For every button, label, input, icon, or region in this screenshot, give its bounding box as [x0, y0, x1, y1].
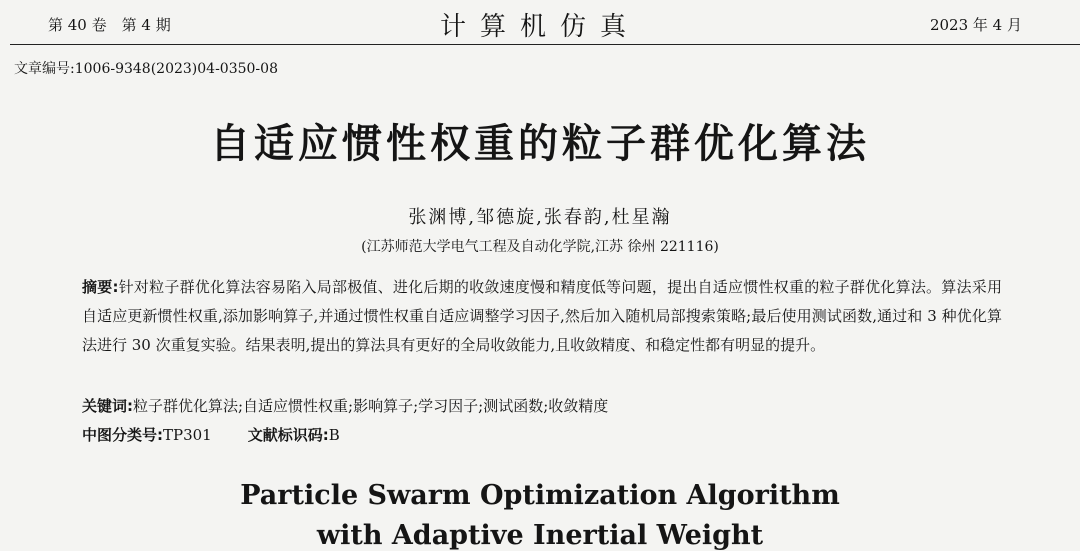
- abstract-text: 针对粒子群优化算法容易陷入局部极值、进化后期的收敛速度慢和精度低等问题，提出自适应惯性权重的粒子群优化算法。算法采用自适应更新惯性权重,添加影响算子,并通过惯性权重自适应调整学习因子,然后加入随机局部搜索策略;最后使用测试函数,通过和 3 种优化算法进行 30 次重复实验。结果表明,提出的算法具有更好的全局收敛能力,且收敛精度、和稳定性都有明显的提升。: [82, 278, 1002, 354]
- header-rule: [10, 44, 1080, 45]
- paper-title: 自适应惯性权重的粒子群优化算法: [210, 121, 870, 167]
- abstract-label: 摘要:: [82, 278, 119, 296]
- english-title-line2: with Adaptive Inertial Weight: [316, 520, 764, 551]
- affiliation: (江苏师范大学电气工程及自动化学院,江苏 徐州 221116): [361, 239, 719, 255]
- abstract: [82, 273, 1002, 360]
- journal-name: 计算机仿真: [439, 12, 640, 42]
- keywords-text: 粒子群优化算法;自适应惯性权重;影响算子;学习因子;测试函数;收敛精度: [133, 397, 609, 415]
- doc-code-label: 文献标识码:: [247, 426, 329, 444]
- clc-value: TP301: [163, 426, 212, 444]
- issue-date: 2023 年 4 月: [929, 16, 1022, 34]
- authors: 张渊博,邹德旋,张春韵,杜星瀚: [408, 207, 672, 228]
- clc-label: 中图分类号:: [82, 426, 163, 444]
- volume-issue: 第 40 卷 第 4 期: [48, 16, 171, 34]
- doc-code-value: B: [328, 426, 340, 444]
- keywords-label: 关键词:: [82, 397, 133, 415]
- doc-number: 文章编号:1006-9348(2023)04-0350-08: [14, 61, 278, 77]
- classification: [82, 424, 340, 445]
- english-title-line1: Particle Swarm Optimization Algorithm: [240, 480, 840, 511]
- keywords: [82, 395, 608, 416]
